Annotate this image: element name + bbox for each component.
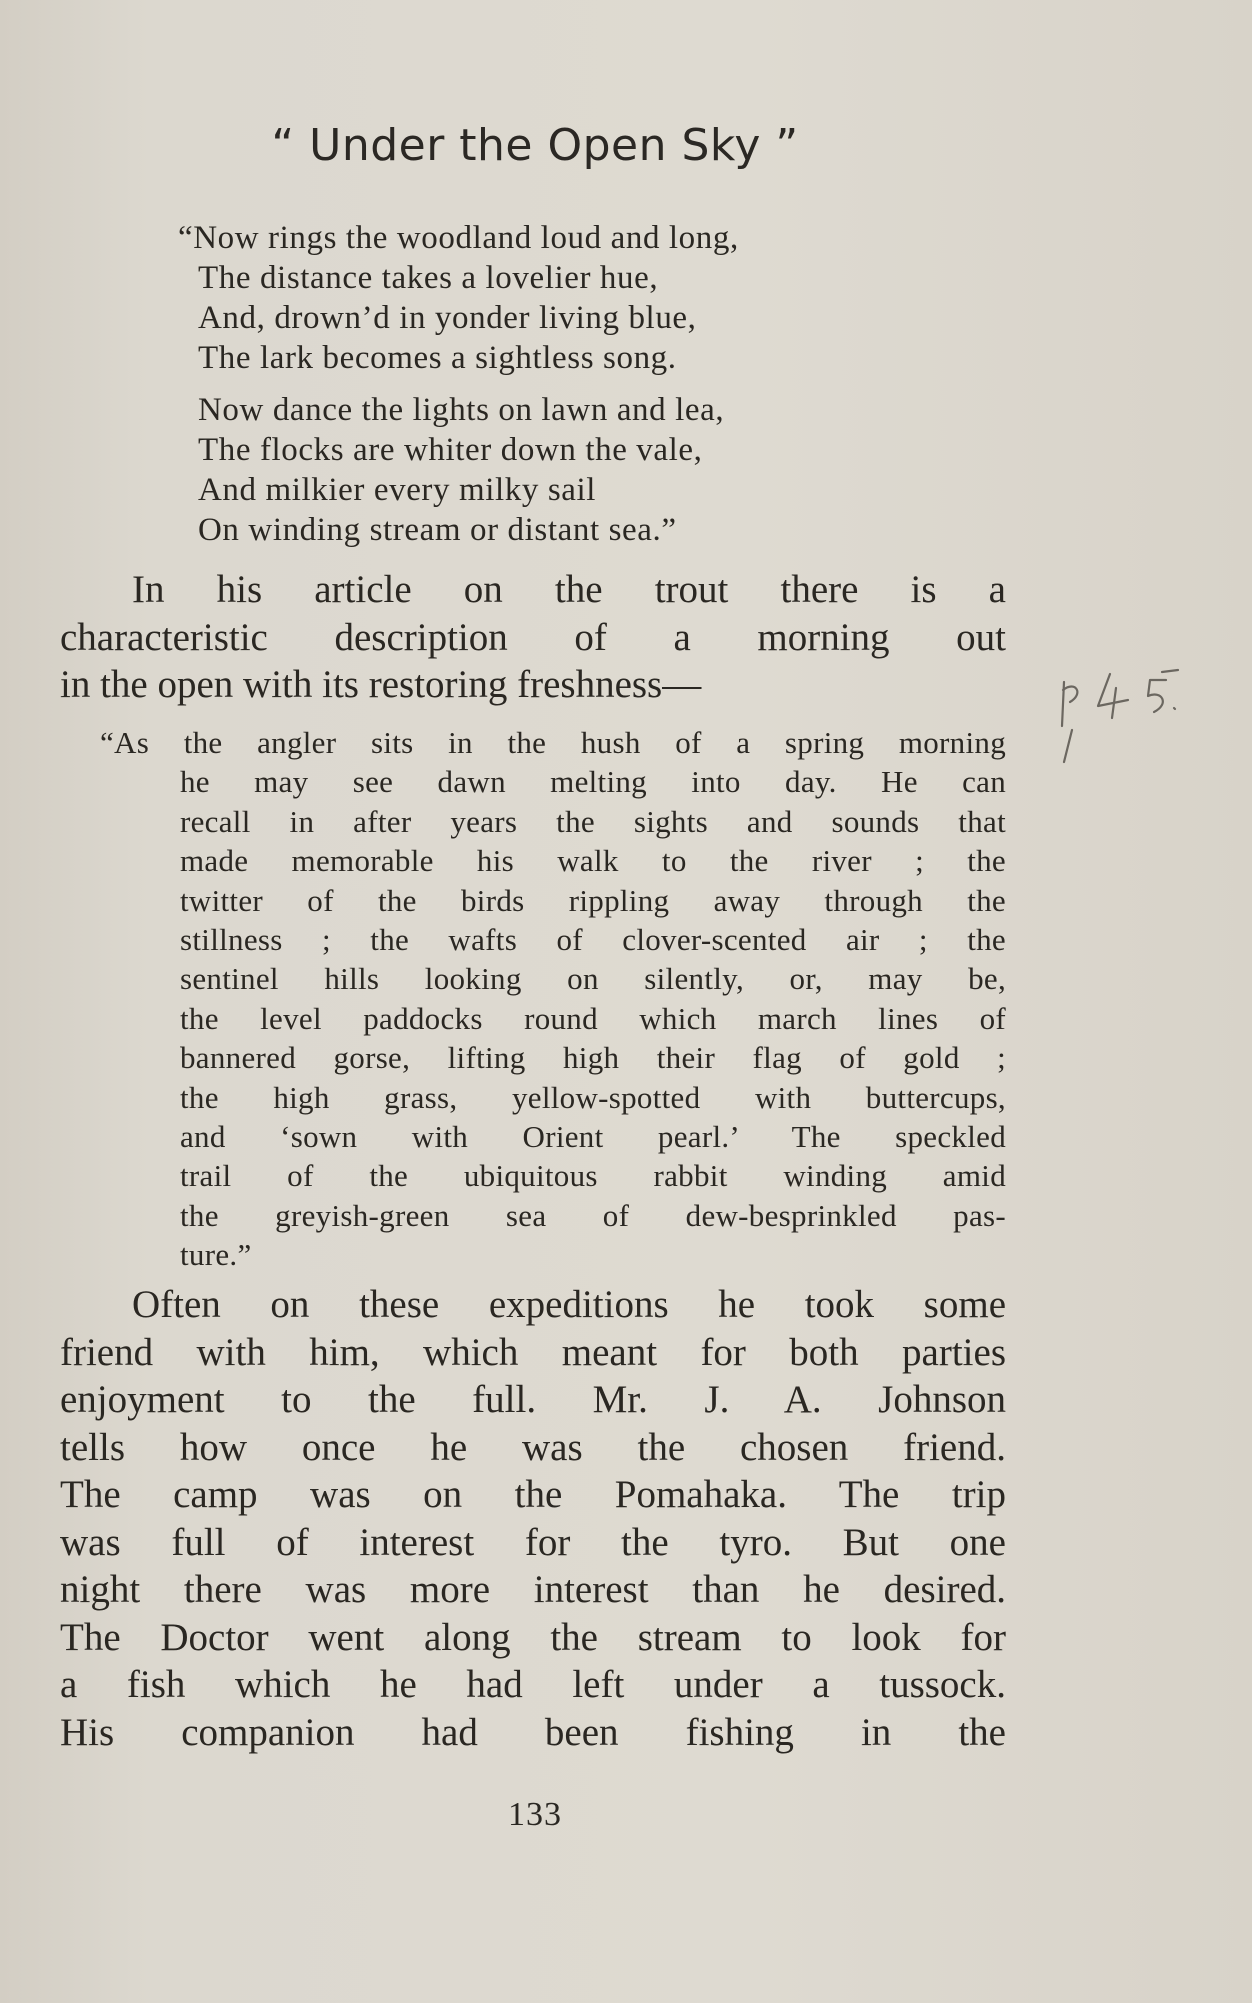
- quote-line: the high grass, yellow-spotted with buttercups,: [180, 1079, 1006, 1115]
- text-line: His companion had been fishing in the: [60, 1710, 1006, 1754]
- verse-line: The flocks are whiter down the vale,: [198, 432, 703, 468]
- text-line: In his article on the trout there is a: [132, 568, 1006, 611]
- text-line: in the open with its restoring freshness—: [60, 663, 702, 706]
- text-line: characteristic description of a morning out: [60, 615, 1006, 659]
- verse-line: And milkier every milky sail: [198, 472, 597, 508]
- quote-line: recall in after years the sights and sounds that: [180, 803, 1006, 839]
- text-line: night there was more interest than he desired.: [60, 1568, 1006, 1611]
- quote-line: twitter of the birds rippling away through the: [180, 882, 1006, 918]
- verse-quotation: [178, 218, 739, 550]
- quote-line: sentinel hills looking on silently, or, may be,: [180, 961, 1006, 997]
- verse-line: “Now rings the woodland loud and long,: [178, 220, 739, 256]
- verse-line: On winding stream or distant sea.”: [198, 512, 677, 548]
- quote-line: trail of the ubiquitous rabbit winding amid: [180, 1158, 1006, 1194]
- text-line: Often on these expeditions he took some: [132, 1283, 1006, 1326]
- running-head: “ Under the Open Sky ”: [271, 120, 799, 171]
- text-line: The Doctor went along the stream to look for: [60, 1615, 1006, 1659]
- verse-stanza: [178, 218, 739, 378]
- text-line: was full of interest for the tyro. But one: [60, 1520, 1006, 1564]
- quote-line: made memorable his walk to the river ; the: [180, 843, 1006, 879]
- verse-line: The distance takes a lovelier hue,: [198, 260, 659, 296]
- block-quotation: [100, 723, 1006, 1275]
- quote-line: he may see dawn melting into day. He can: [180, 764, 1006, 800]
- quote-line: the level paddocks round which march lines of: [180, 1000, 1006, 1036]
- body-paragraph: [60, 566, 1006, 709]
- pencil-annotation-icon: [1058, 662, 1238, 772]
- quote-line: bannered gorse, lifting high their flag of gold ;: [180, 1040, 1006, 1076]
- text-line: tells how once he was the chosen friend.: [60, 1425, 1006, 1469]
- text-line: a fish which he had left under a tussock.: [60, 1663, 1006, 1706]
- quote-line: “As the angler sits in the hush of a spring morning: [100, 725, 1006, 760]
- quote-line: ture.”: [180, 1237, 252, 1273]
- quote-line: and ‘sown with Orient pearl.’ The speckled: [180, 1119, 1006, 1155]
- verse-line: Now dance the lights on lawn and lea,: [198, 392, 725, 428]
- page-number: 133: [508, 1796, 562, 1833]
- verse-line: The lark becomes a sightless song.: [198, 340, 677, 376]
- quote-line: the greyish-green sea of dew-besprinkled pas-: [180, 1197, 1006, 1233]
- verse-stanza: [178, 390, 739, 550]
- text-line: friend with him, which meant for both parties: [60, 1330, 1006, 1374]
- body-paragraph: [60, 1281, 1006, 1756]
- text-line: enjoyment to the full. Mr. J. A. Johnson: [60, 1378, 1006, 1421]
- text-line: The camp was on the Pomahaka. The trip: [60, 1473, 1006, 1516]
- verse-line: And, drown’d in yonder living blue,: [198, 300, 697, 336]
- quote-line: stillness ; the wafts of clover-scented air ; the: [180, 922, 1006, 958]
